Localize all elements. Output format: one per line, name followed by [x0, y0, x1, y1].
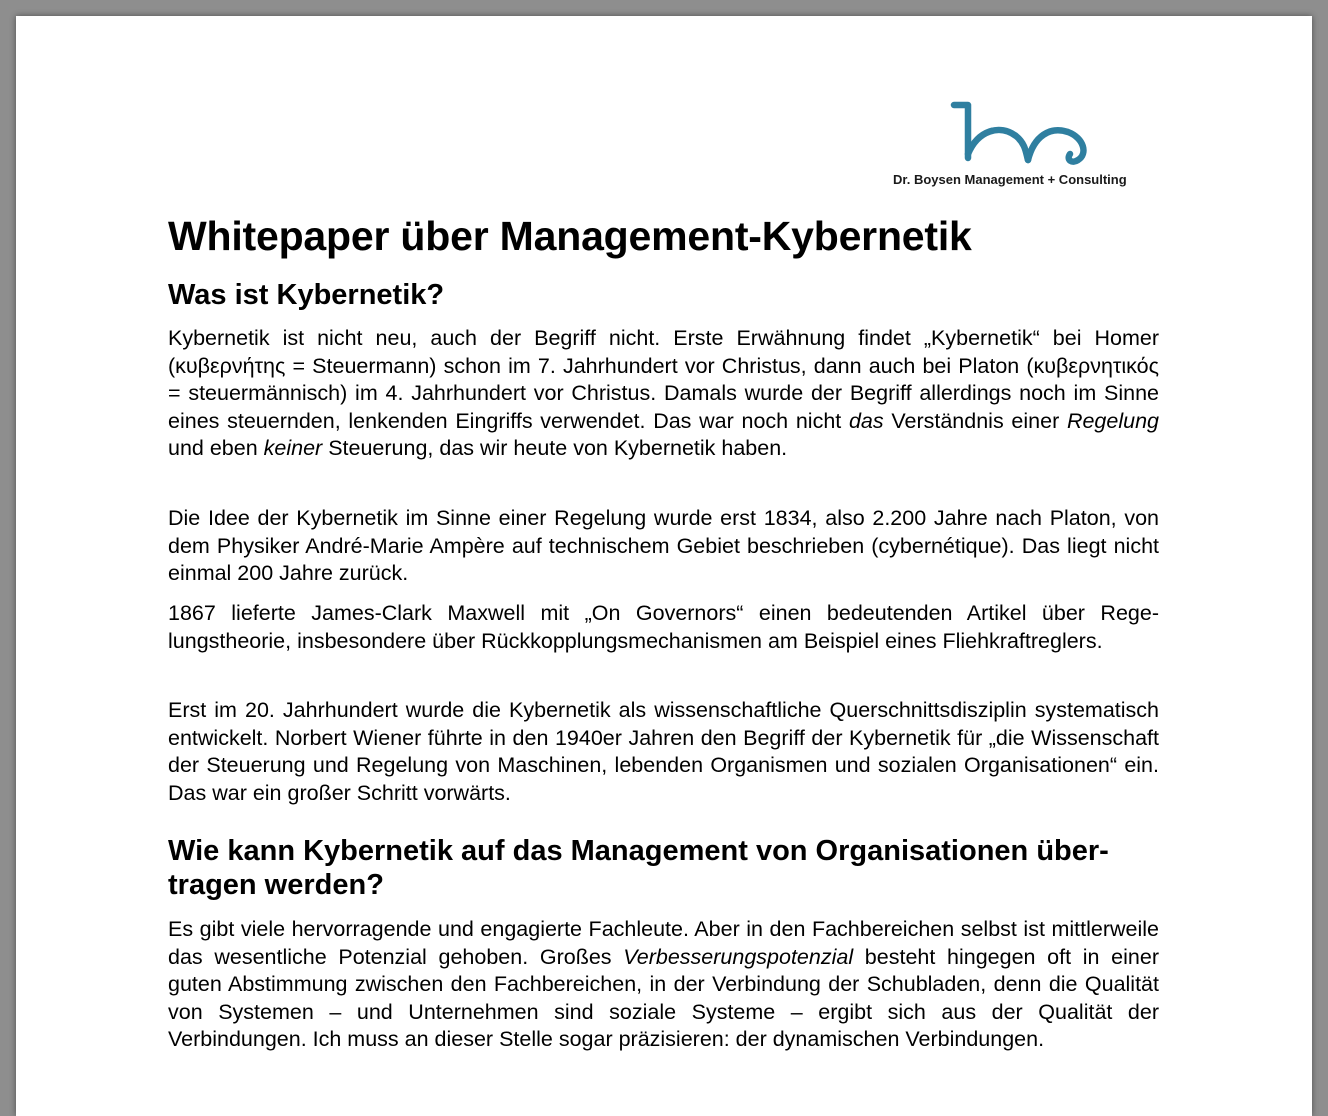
paragraph-1-emphasis-2: Regelung: [1066, 408, 1159, 433]
paragraph-1-emphasis-1: das: [848, 408, 884, 433]
hr-logo-mark-icon: [888, 96, 1160, 176]
paragraph-5-text-1: Es gibt viele hervorragende und engagierte Fachleute. Aber in den Fachbereichen selbst ist mittlerweile das wesentliche Potenzial gehoben. Großes: [168, 917, 1159, 969]
document-title: Whitepaper über Management-Kybernetik: [168, 213, 972, 259]
paragraph-1-emphasis-3: keiner: [263, 436, 323, 460]
paragraph-5-text-2: besteht hingegen oft in einer guten Abstimmung zwischen den Fachbereichen, in der Verbindung der Schubladen, denn die Qualität von Systemen – und Unternehmen sind soziale Systeme – ergibt sich aus der Qualität der Verbindungen. Ich muss an dieser Stelle sogar präzisieren: der dynamischen Verbindungen.: [168, 944, 1159, 1051]
company-name: Dr. Boysen Management + Consulting: [893, 172, 1127, 187]
paragraph-5: [168, 916, 1159, 1054]
paragraph-5-emphasis-1: Verbesserungspotenzial: [623, 944, 854, 969]
paragraph-1: [168, 325, 1159, 463]
paragraph-1-text-1: Kybernetik ist nicht neu, auch der Begriff nicht. Erste Erwähnung findet „Kybernetik“ bei Homer (κυβερνήτης = Steuermann) schon im 7. Jahrhundert vor Christus, dann auch bei Platon (κυβερνητικός = steuermännisch) im 4. Jahrhundert vor Christus. Damals wurde der Begriff allerdings noch im Sinne eines steuernden, lenkenden Eingriffs verwendet. Das war noch nicht: [168, 326, 1159, 433]
paragraph-2: Die Idee der Kybernetik im Sinne einer Regelung wurde erst 1834, also 2.200 Jahre nach Platon, von dem Physiker André-Marie Ampère auf technischem Gebiet beschrieben (cybernétique). Das liegt nicht einmal 200 Jahre zurück.: [168, 506, 1159, 585]
section-heading-was-ist-kybernetik: Was ist Kybernetik?: [168, 279, 445, 311]
section-heading-management: Wie kann Kybernetik auf das Management von Organisationen übertragen werden?: [168, 835, 1109, 901]
document-page: [16, 16, 1312, 1116]
paragraph-1-text-2: Verständnis einer: [883, 408, 1067, 433]
paragraph-3: 1867 lieferte James-Clark Maxwell mit „On Governors“ einen bedeutenden Artikel über Regelungstheorie, insbesondere über Rückkopplungsmechanismen am Beispiel eines Fliehkraftreglers.: [168, 601, 1159, 653]
company-logo: [888, 96, 1160, 204]
paragraph-1-text-4: Steuerung, das wir heute von Kybernetik haben.: [322, 436, 788, 460]
paragraph-1-text-3: und eben: [168, 436, 264, 460]
paragraph-4: Erst im 20. Jahrhundert wurde die Kybernetik als wissenschaftliche Querschnittsdisziplin systematisch entwickelt. Norbert Wiener führte in den 1940er Jahren den Begriff der Kybernetik für „die Wissenschaft der Steuerung und Regelung von Maschinen, lebenden Organismen und sozialen Organisationen“ ein. Das war ein großer Schritt vorwärts.: [168, 698, 1159, 805]
